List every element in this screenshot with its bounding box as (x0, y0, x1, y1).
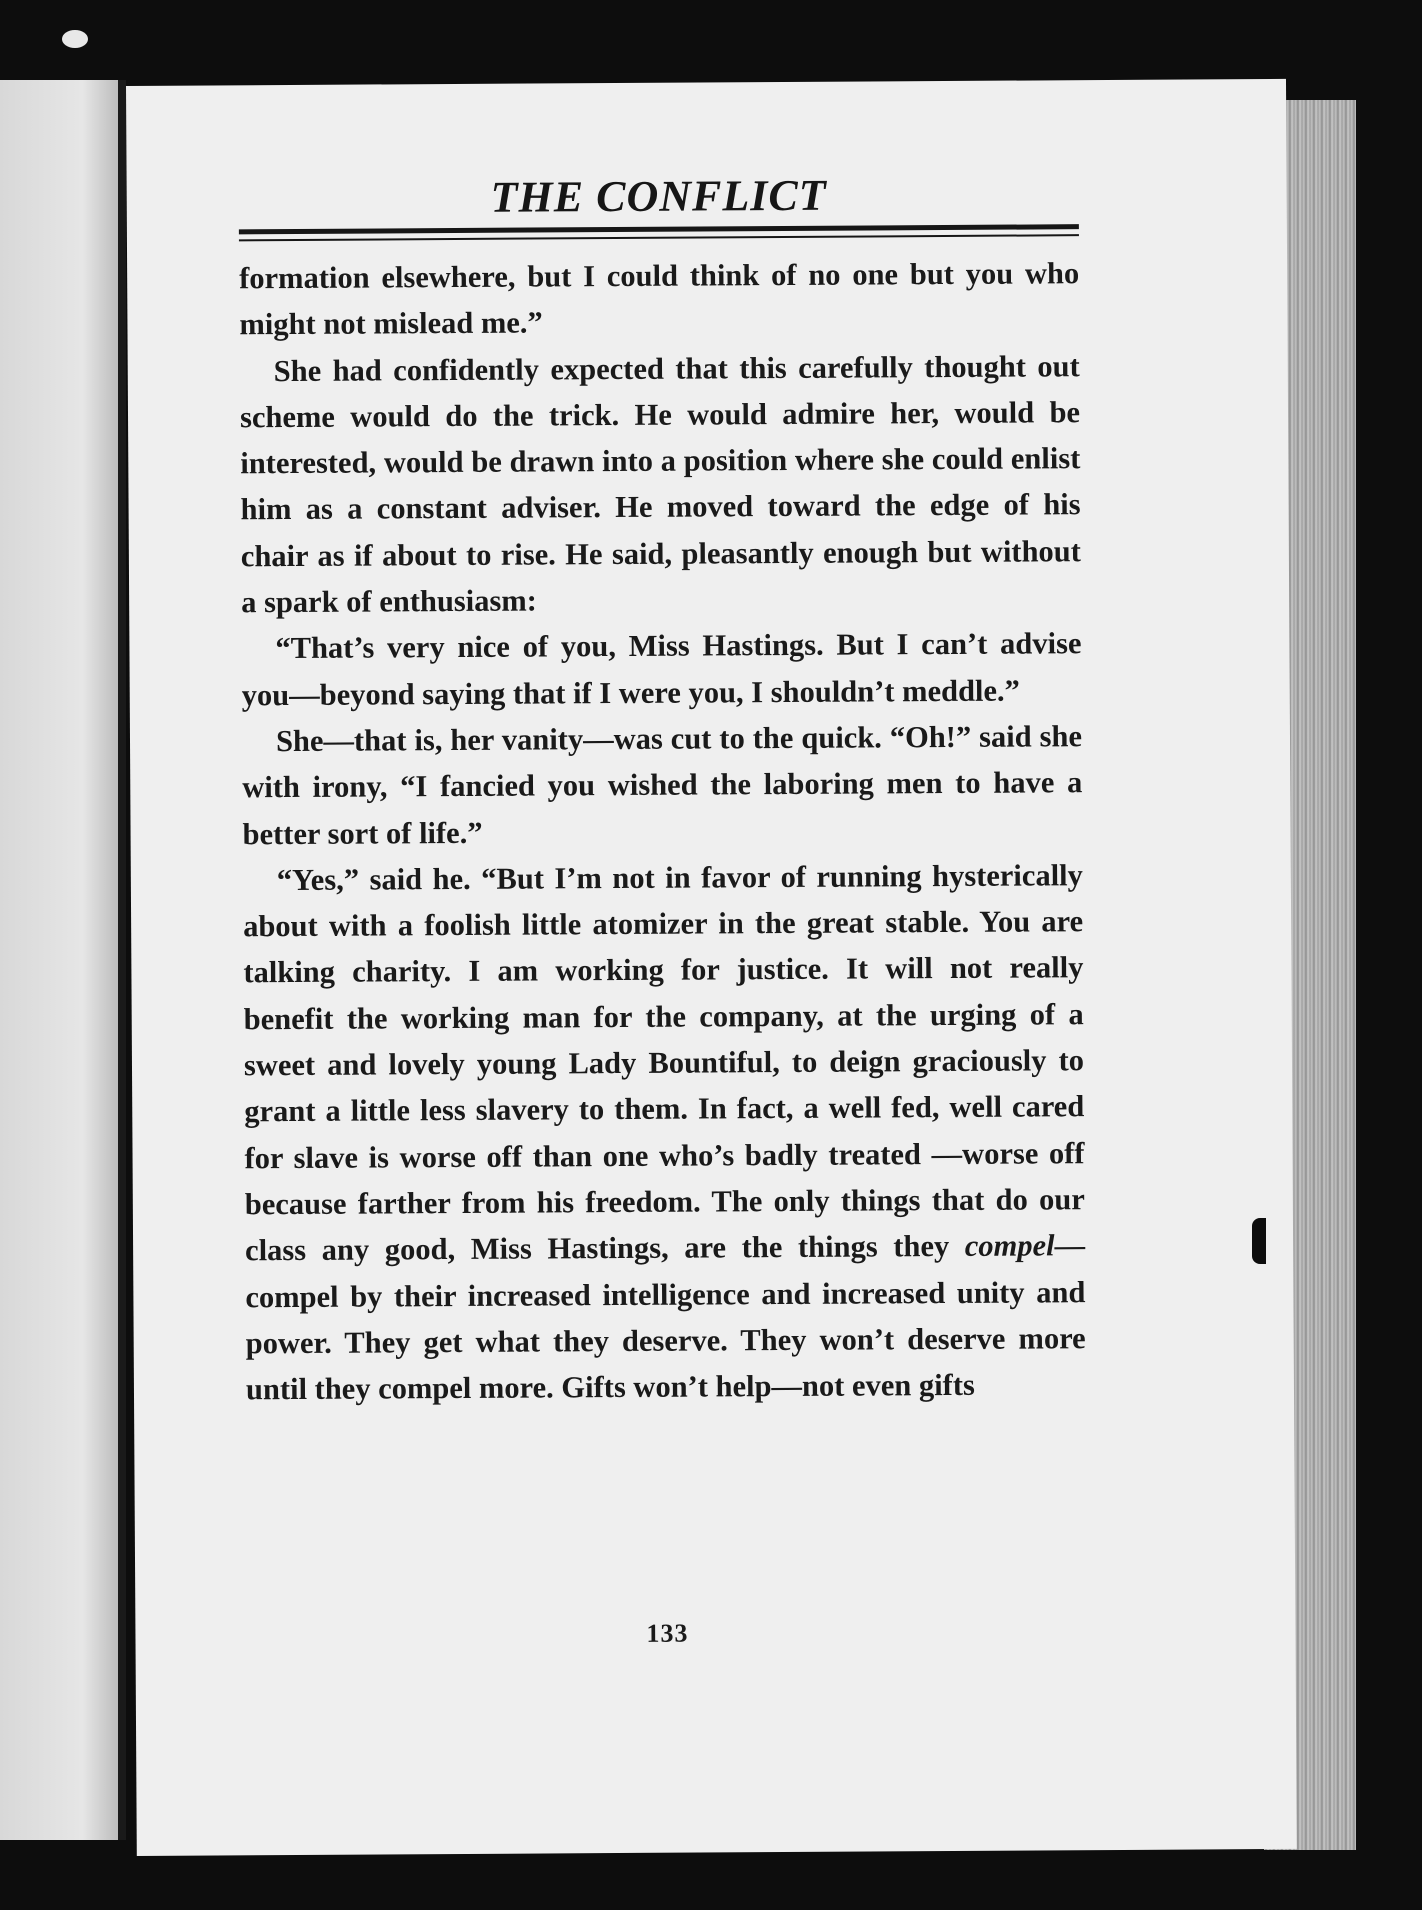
header-rule-thin (239, 234, 1079, 241)
header-rule-thick (239, 224, 1079, 234)
page-number: 133 (646, 1618, 689, 1648)
book-page (126, 79, 1297, 1856)
paragraph-5 (243, 852, 1086, 1413)
paragraph-5-start: “Yes,” said he. “But I’m not in favor of running hysterically about with a foolish little atomizer in the great stable. You are talking charity. I am working for justice. It will not really benefit the working man for the company, at the urging of a sweet and lovely young Lady Bountiful, to deign graciously to grant a little less slavery to them. In fact, a well fed, well cared for slave is worse off than one who’s badly treated —worse off because farther from his freedom. The only things that do our class any good, Miss Hastings, are the things they (243, 858, 1085, 1268)
paragraph-5-end: —compel by their increased intelligence and increased unity and power. They get what they deserve. They won’t deserve more until they compel more. Gifts won’t help—not even gifts (245, 1228, 1086, 1407)
facing-page-edge (0, 80, 126, 1840)
paragraph-1: formation elsewhere, but I could think of no one but you who might not mislead me.” (239, 256, 1080, 342)
scan-speck (62, 30, 88, 48)
paragraph-4: She—that is, her vanity—was cut to the quick. “Oh!” said she with irony, “I fancied you wished the laboring men to have a better sort of life.” (242, 719, 1083, 851)
emphasis-compel: compel (964, 1228, 1055, 1264)
running-head: THE CONFLICT (490, 170, 827, 222)
paragraph-2: She had confidently expected that this carefully thought out scheme would do the trick. He would admire her, would be interested, would be drawn into a position where she could enlist him as a constant adviser. He moved toward the edge of his chair as if about to rise. He said, pleasantly enough but without a spark of enthusiasm: (239, 348, 1081, 620)
paragraph-3: “That’s very nice of you, Miss Hastings. But I can’t advise you—beyond saying that if I were you, I shouldn’t meddle.” (241, 626, 1082, 712)
body-text (239, 250, 1086, 1413)
page-tab-mark (1252, 1218, 1266, 1264)
